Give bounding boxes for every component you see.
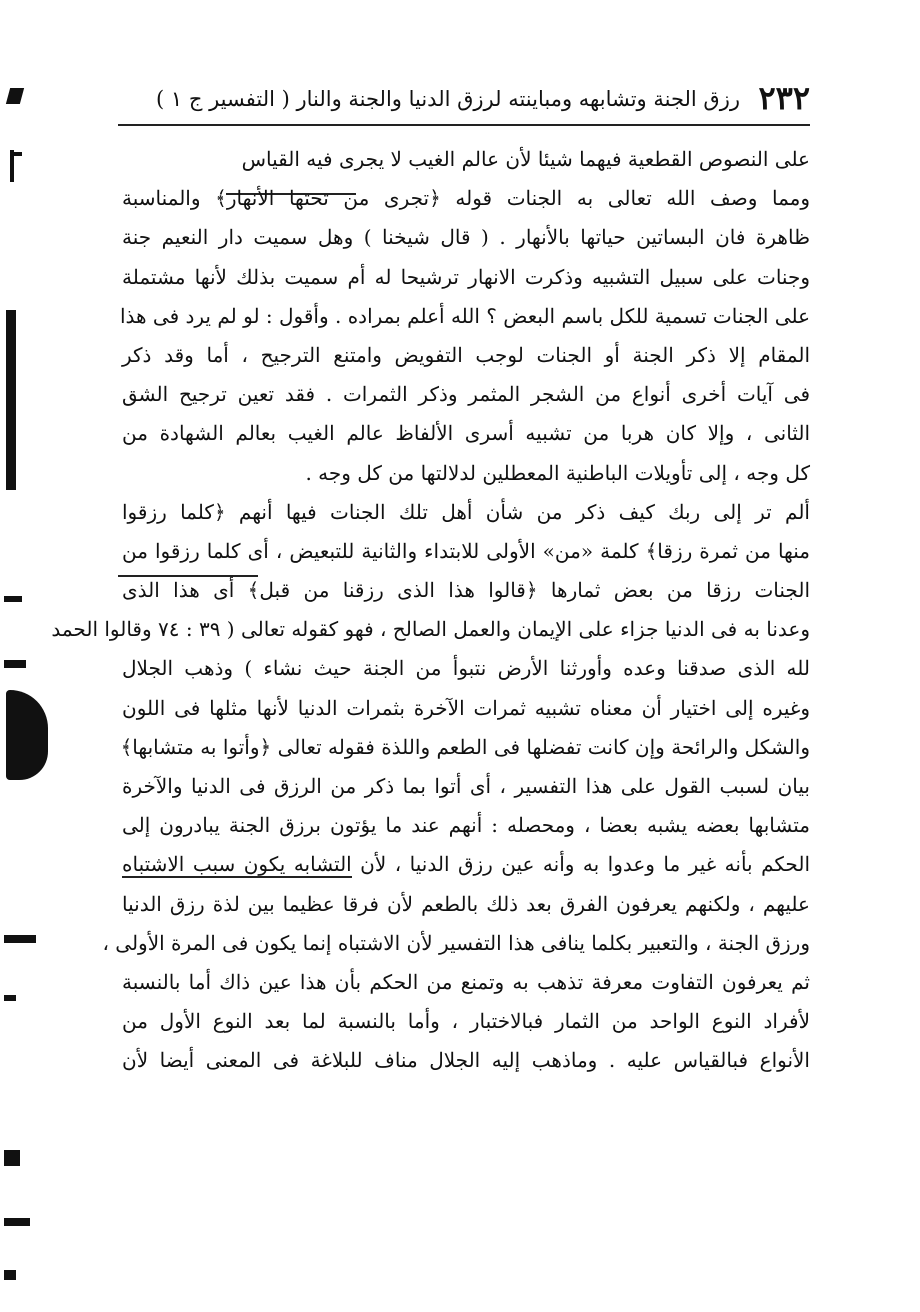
scan-mark xyxy=(4,660,26,668)
text-line: عليهم ، ولكنهم يعرفون الفرق بعد ذلك بالطعم لأن فرقا عظيما بين لذة رزق الدنيا xyxy=(122,891,810,916)
text-line: والشكل والرائحة وإن كانت تفضلها فى الطعم واللذة فقوله تعالى ﴿وأتوا به متشابها﴾ xyxy=(120,734,810,759)
text-line: وجنات على سبيل التشبيه وذكرت الانهار ترشيحا له أم سميت بذلك لأنها مشتملة xyxy=(122,264,810,289)
text-line: بيان لسبب القول على هذا التفسير ، أى أتوا بما ذكر من الرزق فى الدنيا والآخرة xyxy=(122,774,810,798)
scan-mark xyxy=(4,596,22,602)
scan-mark xyxy=(4,935,36,943)
scan-mark xyxy=(4,1270,16,1280)
text-line: ورزق الجنة ، والتعبير بكلما ينافى هذا التفسير لأن الاشتباه إنما يكون فى المرة الأولى ، xyxy=(102,930,810,955)
text-line: ثم يعرفون التفاوت معرفة تذهب به وتمنع من الحكم بأن هذا عين ذاك أما بالنسبة xyxy=(122,969,810,994)
text-line: لأفراد النوع الواحد من الثمار فبالاختبار ، وأما بالنسبة لما بعد النوع الأول من xyxy=(122,1009,810,1034)
page-header xyxy=(120,78,810,122)
text-line: الجنات رزقا من بعض ثمارها ﴿قالوا هذا الذى رزقنا من قبل﴾ أى هذا الذى xyxy=(122,578,810,603)
header-rule xyxy=(118,124,810,126)
text-line: منها من ثمرة رزقا﴾ كلمة «من» الأولى للابتداء والثانية للتبعيض ، أى كلما رزقوا من xyxy=(122,538,810,563)
page-number: ٢٣٢ xyxy=(758,79,810,117)
text-line: ألم تر إلى ربك كيف ذكر من شأن أهل تلك الجنات فيها أنهم ﴿كلما رزقوا xyxy=(122,499,810,524)
text-line: متشابها بعضه يشبه بعضا ، ومحصله : أنهم عند ما يؤتون برزق الجنة يبادرون إلى xyxy=(122,813,810,838)
text-line: كل وجه ، إلى تأويلات الباطنية المعطلين لدلالتها من كل وجه . xyxy=(305,460,810,485)
text-line: الثانى ، وإلا كان هربا من تشبيه أسرى الألفاظ عالم الغيب بعالم الشهادة من xyxy=(122,421,810,446)
body-text xyxy=(51,140,810,1081)
text-line: وغيره إلى اختيار أن معناه تشبيه ثمرات الآخرة بثمرات الدنيا لأنها مثلها فى اللون xyxy=(122,695,810,720)
scan-mark xyxy=(4,1218,30,1226)
scan-mark xyxy=(14,152,22,156)
text-line: ظاهرة فان البساتين حياتها بالأنهار . ( قال شيخنا ) وهل سميت دار النعيم جنة xyxy=(122,225,810,250)
text-line: فى آيات أخرى أنواع من الشجر المثمر وذكر الثمرات . فقد تعين ترجيح الشق xyxy=(122,382,810,407)
running-title: رزق الجنة وتشابهه ومباينته لرزق الدنيا والجنة والنار ( التفسير ج ١ ) xyxy=(156,87,740,111)
text-line: ومما وصف الله تعالى به الجنات قوله ﴿تجرى من تحتها الأنهار﴾ والمناسبة xyxy=(122,186,810,211)
text-line: على الجنات تسمية للكل باسم البعض ؟ الله أعلم بمراده . وأقول : لو لم يرد فى هذا xyxy=(119,303,810,328)
text-line: المقام إلا ذكر الجنة أو الجنات لوجب التفويض وامتنع الترجيح ، أما وقد ذكر xyxy=(122,342,810,367)
text-line: على النصوص القطعية فيهما شيئا لأن عالم الغيب لا يجرى فيه القياس xyxy=(241,147,810,171)
scan-mark xyxy=(6,310,16,490)
text-line: الأنواع فبالقياس عليه . وماذهب إليه الجلال مناف للبلاغة فى المعنى أيضا لأن xyxy=(122,1048,810,1073)
scan-mark xyxy=(6,88,24,104)
text-line: وعدنا به فى الدنيا جزاء على الإيمان والعمل الصالح ، فهو كقوله تعالى ( ٣٩ : ٧٤ وقالوا الحمد xyxy=(51,617,810,642)
scan-mark xyxy=(4,1150,20,1166)
text-line: لله الذى صدقنا وعده وأورثنا الأرض نتبوأ من الجنة حيث نشاء ) وذهب الجلال xyxy=(122,656,810,681)
text-line: الحكم بأنه غير ما وعدوا به وأنه عين رزق الدنيا ، لأن التشابه يكون سبب الاشتباه xyxy=(122,852,810,877)
scan-mark xyxy=(4,995,16,1001)
scan-mark xyxy=(6,690,48,780)
